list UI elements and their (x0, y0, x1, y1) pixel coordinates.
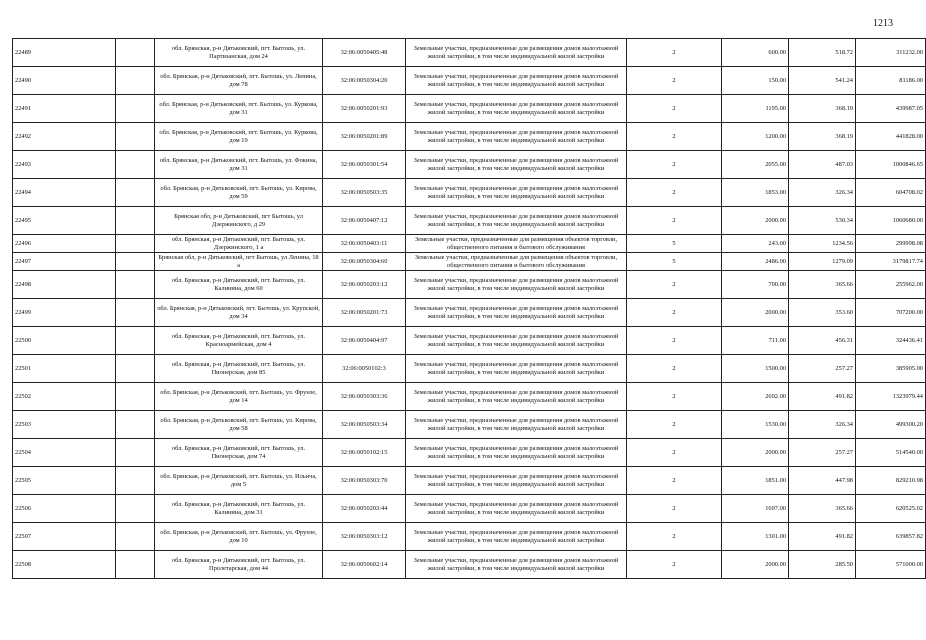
address-cell: обл. Брянская, р-н Дятьковский, пгт. Бытошь, ул. Партизанская, дом 24 (155, 39, 323, 67)
category-cell: 2 (627, 383, 722, 411)
row-number: 22507 (13, 523, 116, 551)
row-number: 22502 (13, 383, 116, 411)
row-number: 22495 (13, 207, 116, 235)
cadastral-value-cell: 1060680.00 (856, 207, 926, 235)
row-number: 22500 (13, 327, 116, 355)
row-blank-cell (116, 299, 155, 327)
table-row (13, 151, 926, 179)
specific-value-cell: 456.31 (789, 327, 856, 355)
area-cell: 2000.00 (722, 551, 789, 579)
address-cell: обл. Брянская, р-н Дятьковский, пгт. Бытошь, ул. Кирова, дом 58 (155, 411, 323, 439)
land-use-cell: Земельные участки, предназначенные для размещения объектов торговли, общественного питания и бытового обслуживания (406, 253, 627, 271)
land-use-cell: Земельные участки, предназначенные для размещения домов малоэтажной жилой застройки, в том числе индивидуальной жилой застройки (406, 383, 627, 411)
row-number: 22489 (13, 39, 116, 67)
row-blank-cell (116, 551, 155, 579)
category-cell: 2 (627, 39, 722, 67)
area-cell: 2000.00 (722, 299, 789, 327)
row-blank-cell (116, 495, 155, 523)
cadastral-value-cell: 620525.02 (856, 495, 926, 523)
specific-value-cell: 1234.56 (789, 235, 856, 253)
specific-value-cell: 257.27 (789, 439, 856, 467)
specific-value-cell: 487.03 (789, 151, 856, 179)
row-blank-cell (116, 253, 155, 271)
address-cell: обл. Брянская, р-н Дятьковский, пгт. Бытошь, ул. Куркова, дом 31 (155, 95, 323, 123)
area-cell: 711.00 (722, 327, 789, 355)
row-number: 22508 (13, 551, 116, 579)
cadastral-value-cell: 441828.00 (856, 123, 926, 151)
row-blank-cell (116, 95, 155, 123)
land-use-cell: Земельные участки, предназначенные для размещения домов малоэтажной жилой застройки, в том числе индивидуальной жилой застройки (406, 299, 627, 327)
address-cell: обл. Брянская, р-н Дятьковский, пгт. Бытошь, ул. Фрунзе, дом 10 (155, 523, 323, 551)
cadastral-value-cell: 604708.02 (856, 179, 926, 207)
land-use-cell: Земельные участки, предназначенные для размещения домов малоэтажной жилой застройки, в том числе индивидуальной жилой застройки (406, 151, 627, 179)
row-number: 22492 (13, 123, 116, 151)
row-blank-cell (116, 67, 155, 95)
table-row (13, 207, 926, 235)
specific-value-cell: 491.82 (789, 523, 856, 551)
cadastral-number-cell: 32:06:0050503:35 (323, 179, 406, 207)
address-cell: обл. Брянская, р-н Дятьковский, пгт. Бытошь, ул. Фрунзе, дом 14 (155, 383, 323, 411)
cadastral-number-cell: 32:06:0050303:70 (323, 467, 406, 495)
specific-value-cell: 368.19 (789, 123, 856, 151)
land-use-cell: Земельные участки, предназначенные для размещения домов малоэтажной жилой застройки, в том числе индивидуальной жилой застройки (406, 551, 627, 579)
row-number: 22497 (13, 253, 116, 271)
row-blank-cell (116, 383, 155, 411)
cadastral-number-cell: 32:06:0050201:93 (323, 95, 406, 123)
cadastral-value-cell: 1323979.44 (856, 383, 926, 411)
category-cell: 2 (627, 95, 722, 123)
cadastral-number-cell: 32:06:0050407:12 (323, 207, 406, 235)
cadastral-value-cell: 571000.00 (856, 551, 926, 579)
area-cell: 600.00 (722, 39, 789, 67)
land-use-cell: Земельные участки, предназначенные для размещения домов малоэтажной жилой застройки, в том числе индивидуальной жилой застройки (406, 39, 627, 67)
cadastral-value-cell: 385905.00 (856, 355, 926, 383)
address-cell: обл. Брянская, р-н Дятьковский, пгт. Бытошь, ул. Куркова, дом 19 (155, 123, 323, 151)
specific-value-cell: 530.34 (789, 207, 856, 235)
row-blank-cell (116, 235, 155, 253)
table-row (13, 123, 926, 151)
area-cell: 1195.00 (722, 95, 789, 123)
row-number: 22503 (13, 411, 116, 439)
land-use-cell: Земельные участки, предназначенные для размещения домов малоэтажной жилой застройки, в том числе индивидуальной жилой застройки (406, 95, 627, 123)
row-blank-cell (116, 467, 155, 495)
cadastral-number-cell: 32:06:0050201:73 (323, 299, 406, 327)
row-number: 22504 (13, 439, 116, 467)
address-cell: обл. Брянская, р-н Дятьковский, пгт. Бытошь, ул. Калинина, дом 60 (155, 271, 323, 299)
category-cell: 2 (627, 67, 722, 95)
specific-value-cell: 326.34 (789, 411, 856, 439)
specific-value-cell: 1279.09 (789, 253, 856, 271)
category-cell: 2 (627, 439, 722, 467)
address-cell: обл. Брянская, р-н Дятьковский, пгт. Бытошь, ул. Пионерская, дом 85 (155, 355, 323, 383)
land-use-cell: Земельные участки, предназначенные для размещения домов малоэтажной жилой застройки, в том числе индивидуальной жилой застройки (406, 327, 627, 355)
table-row (13, 439, 926, 467)
table-row (13, 253, 926, 271)
area-cell: 2486.00 (722, 253, 789, 271)
specific-value-cell: 257.27 (789, 355, 856, 383)
cadastral-value-cell: 639857.82 (856, 523, 926, 551)
specific-value-cell: 326.34 (789, 179, 856, 207)
specific-value-cell: 541.24 (789, 67, 856, 95)
category-cell: 2 (627, 299, 722, 327)
area-cell: 700.00 (722, 271, 789, 299)
cadastral-number-cell: 32:06:0050102:3 (323, 355, 406, 383)
land-use-cell: Земельные участки, предназначенные для размещения домов малоэтажной жилой застройки, в том числе индивидуальной жилой застройки (406, 67, 627, 95)
table-row (13, 179, 926, 207)
row-blank-cell (116, 327, 155, 355)
table-row (13, 39, 926, 67)
row-number: 22496 (13, 235, 116, 253)
address-cell: обл. Брянская, р-н Дятьковский, пгт. Бытошь, ул. Красноармейская, дом 4 (155, 327, 323, 355)
specific-value-cell: 285.50 (789, 551, 856, 579)
category-cell: 5 (627, 253, 722, 271)
land-use-cell: Земельные участки, предназначенные для размещения домов малоэтажной жилой застройки, в том числе индивидуальной жилой застройки (406, 207, 627, 235)
area-cell: 2000.00 (722, 439, 789, 467)
specific-value-cell: 368.19 (789, 95, 856, 123)
cadastral-number-cell: 32:06:0050301:54 (323, 151, 406, 179)
land-use-cell: Земельные участки, предназначенные для размещения домов малоэтажной жилой застройки, в том числе индивидуальной жилой застройки (406, 123, 627, 151)
row-blank-cell (116, 271, 155, 299)
row-number: 22494 (13, 179, 116, 207)
table-body (13, 39, 926, 579)
land-use-cell: Земельные участки, предназначенные для размещения домов малоэтажной жилой застройки, в том числе индивидуальной жилой застройки (406, 439, 627, 467)
land-use-cell: Земельные участки, предназначенные для размещения домов малоэтажной жилой застройки, в том числе индивидуальной жилой застройки (406, 467, 627, 495)
specific-value-cell: 365.66 (789, 495, 856, 523)
area-cell: 1853.00 (722, 179, 789, 207)
row-number: 22506 (13, 495, 116, 523)
cadastral-number-cell: 32:06:0050102:15 (323, 439, 406, 467)
row-blank-cell (116, 179, 155, 207)
area-cell: 1697.00 (722, 495, 789, 523)
cadastral-value-table (12, 38, 926, 579)
cadastral-number-cell: 32:06:0050304:20 (323, 67, 406, 95)
table-row (13, 383, 926, 411)
category-cell: 2 (627, 495, 722, 523)
address-cell: обл. Брянская, р-н Дятьковский, пгт. Бытошь, ул. Ленина, дом 78 (155, 67, 323, 95)
cadastral-number-cell: 32:06:0050303:12 (323, 523, 406, 551)
address-cell: Брянская обл, р-н Дятьковский, пгт Бытошь, ул Дзержинского, д 29 (155, 207, 323, 235)
category-cell: 5 (627, 235, 722, 253)
address-cell: обл. Брянская, р-н Дятьковский, пгт. Бытошь, ул. Фокина, дом 31 (155, 151, 323, 179)
cadastral-value-cell: 3179817.74 (856, 253, 926, 271)
table-row (13, 271, 926, 299)
specific-value-cell: 491.82 (789, 383, 856, 411)
row-blank-cell (116, 207, 155, 235)
table-row (13, 67, 926, 95)
address-cell: обл. Брянская, р-н Дятьковский, пгт. Бытошь, ул. Ильича, дом 5 (155, 467, 323, 495)
area-cell: 1301.00 (722, 523, 789, 551)
cadastral-number-cell: 32:06:0050403:11 (323, 235, 406, 253)
address-cell: обл. Брянская, р-н Дятьковский, пгт. Бытошь, ул. Крупской, дом 34 (155, 299, 323, 327)
land-use-cell: Земельные участки, предназначенные для размещения объектов торговли, общественного питания и бытового обслуживания (406, 235, 627, 253)
area-cell: 2055.00 (722, 151, 789, 179)
area-cell: 1851.00 (722, 467, 789, 495)
address-cell: обл. Брянская, р-н Дятьковский, пгт. Бытошь, ул. Калинина, дом 31 (155, 495, 323, 523)
row-number: 22490 (13, 67, 116, 95)
land-use-cell: Земельные участки, предназначенные для размещения домов малоэтажной жилой застройки, в том числе индивидуальной жилой застройки (406, 179, 627, 207)
land-use-cell: Земельные участки, предназначенные для размещения домов малоэтажной жилой застройки, в том числе индивидуальной жилой застройки (406, 355, 627, 383)
area-cell: 1500.00 (722, 355, 789, 383)
row-blank-cell (116, 39, 155, 67)
cadastral-number-cell: 32:06:0050203:12 (323, 271, 406, 299)
category-cell: 2 (627, 271, 722, 299)
specific-value-cell: 365.66 (789, 271, 856, 299)
cadastral-number-cell: 32:06:0050602:14 (323, 551, 406, 579)
table-row (13, 299, 926, 327)
cadastral-value-cell: 514540.00 (856, 439, 926, 467)
address-cell: обл. Брянская, р-н Дятьковский, пгт. Бытошь, ул. Дзержинского, 1 а (155, 235, 323, 253)
address-cell: Брянская обл, р-н Дятьковский, пгт Бытошь, ул Ленина, 18 а (155, 253, 323, 271)
cadastral-value-cell: 1000846.65 (856, 151, 926, 179)
row-number: 22493 (13, 151, 116, 179)
category-cell: 2 (627, 327, 722, 355)
cadastral-value-cell: 829210.98 (856, 467, 926, 495)
area-cell: 150.00 (722, 67, 789, 95)
area-cell: 2000.00 (722, 207, 789, 235)
cadastral-value-cell: 81186.00 (856, 67, 926, 95)
cadastral-number-cell: 32:06:0050203:44 (323, 495, 406, 523)
category-cell: 2 (627, 523, 722, 551)
specific-value-cell: 353.60 (789, 299, 856, 327)
table-row (13, 95, 926, 123)
table-row (13, 355, 926, 383)
area-cell: 2692.00 (722, 383, 789, 411)
page-number: 1213 (873, 18, 893, 29)
table-row (13, 235, 926, 253)
cadastral-value-cell: 439987.05 (856, 95, 926, 123)
row-number: 22499 (13, 299, 116, 327)
row-blank-cell (116, 123, 155, 151)
table-row (13, 495, 926, 523)
area-cell: 1530.00 (722, 411, 789, 439)
cadastral-value-cell: 324436.41 (856, 327, 926, 355)
row-blank-cell (116, 355, 155, 383)
row-number: 22501 (13, 355, 116, 383)
table-row (13, 523, 926, 551)
cadastral-value-cell: 311232.00 (856, 39, 926, 67)
cadastral-number-cell: 32:06:0050503:34 (323, 411, 406, 439)
row-blank-cell (116, 411, 155, 439)
area-cell: 243.00 (722, 235, 789, 253)
land-use-cell: Земельные участки, предназначенные для размещения домов малоэтажной жилой застройки, в том числе индивидуальной жилой застройки (406, 523, 627, 551)
category-cell: 2 (627, 411, 722, 439)
address-cell: обл. Брянская, р-н Дятьковский, пгт. Бытошь, ул. Пионерская, дом 74 (155, 439, 323, 467)
row-blank-cell (116, 523, 155, 551)
cadastral-number-cell: 32:06:0050201:89 (323, 123, 406, 151)
category-cell: 2 (627, 355, 722, 383)
cadastral-value-cell: 499300.20 (856, 411, 926, 439)
cadastral-number-cell: 32:06:0050303:36 (323, 383, 406, 411)
category-cell: 2 (627, 551, 722, 579)
cadastral-value-cell: 255962.00 (856, 271, 926, 299)
address-cell: обл. Брянская, р-н Дятьковский, пгт. Бытошь, ул. Кирова, дом 59 (155, 179, 323, 207)
cadastral-number-cell: 32:06:0050405:48 (323, 39, 406, 67)
table-row (13, 551, 926, 579)
land-use-cell: Земельные участки, предназначенные для размещения домов малоэтажной жилой застройки, в том числе индивидуальной жилой застройки (406, 495, 627, 523)
category-cell: 2 (627, 467, 722, 495)
area-cell: 1200.00 (722, 123, 789, 151)
cadastral-value-cell: 707200.00 (856, 299, 926, 327)
row-number: 22498 (13, 271, 116, 299)
category-cell: 2 (627, 151, 722, 179)
cadastral-number-cell: 32:06:0050304:60 (323, 253, 406, 271)
category-cell: 2 (627, 207, 722, 235)
cadastral-number-cell: 32:06:0050404:97 (323, 327, 406, 355)
cadastral-value-cell: 299998.08 (856, 235, 926, 253)
table-row (13, 327, 926, 355)
land-use-cell: Земельные участки, предназначенные для размещения домов малоэтажной жилой застройки, в том числе индивидуальной жилой застройки (406, 411, 627, 439)
category-cell: 2 (627, 123, 722, 151)
row-blank-cell (116, 439, 155, 467)
category-cell: 2 (627, 179, 722, 207)
row-blank-cell (116, 151, 155, 179)
row-number: 22491 (13, 95, 116, 123)
address-cell: обл. Брянская, р-н Дятьковский, пгт. Бытошь, ул. Пролетарская, дом 44 (155, 551, 323, 579)
specific-value-cell: 518.72 (789, 39, 856, 67)
table-row (13, 411, 926, 439)
land-use-cell: Земельные участки, предназначенные для размещения домов малоэтажной жилой застройки, в том числе индивидуальной жилой застройки (406, 271, 627, 299)
row-number: 22505 (13, 467, 116, 495)
specific-value-cell: 447.98 (789, 467, 856, 495)
table-row (13, 467, 926, 495)
